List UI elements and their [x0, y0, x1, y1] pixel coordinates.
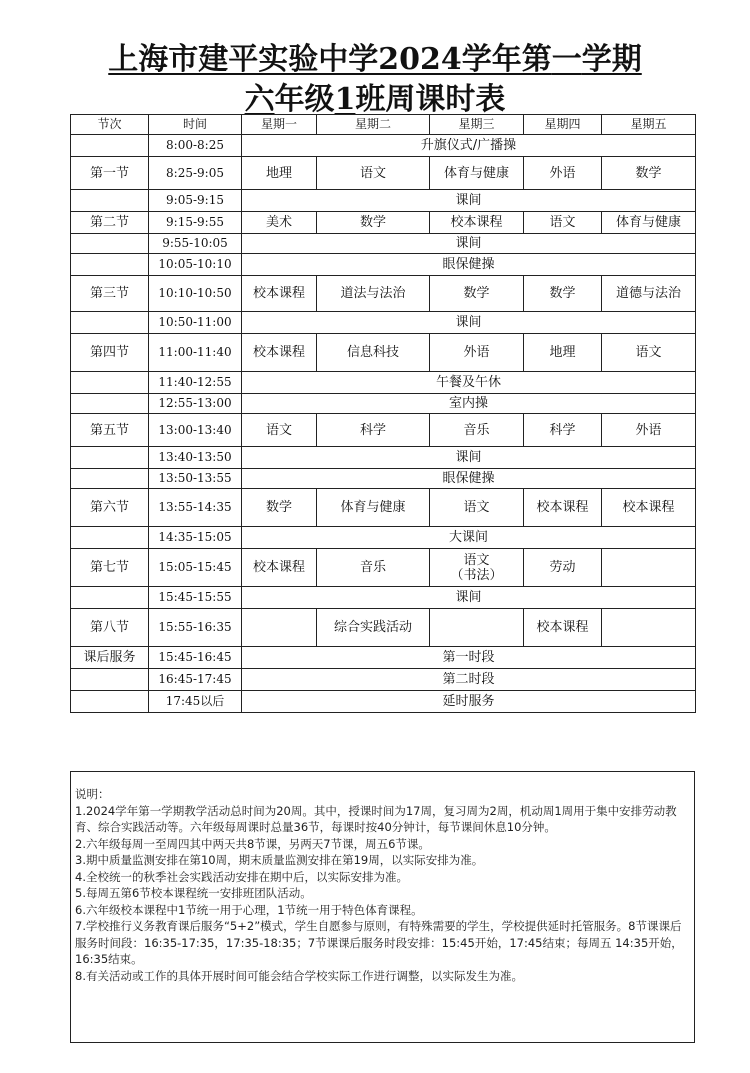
subject-cell: 校本课程	[242, 276, 317, 312]
table-row	[71, 276, 696, 312]
subject-cell: 信息科技	[317, 334, 430, 372]
activity-span-cell: 课间	[242, 312, 696, 334]
title-suffix: 学期	[581, 42, 642, 77]
subject-cell: 数学	[242, 489, 317, 527]
subject-cell	[242, 609, 317, 647]
table-row	[71, 469, 696, 489]
time-cell: 10:50-11:00	[149, 312, 242, 334]
table-row	[71, 234, 696, 254]
period-cell	[71, 527, 149, 549]
activity-span-cell: 课间	[242, 447, 696, 469]
time-cell: 12:55-13:00	[149, 394, 242, 414]
subject-cell: 数学	[317, 212, 430, 234]
period-cell	[71, 447, 149, 469]
table-row	[71, 587, 696, 609]
notes-heading: 说明：	[75, 787, 110, 801]
time-cell: 15:55-16:35	[149, 609, 242, 647]
period-cell: 第四节	[71, 334, 149, 372]
note-item: 6.六年级校本课程中1节统一用于心理，1节统一用于特色体育课程。	[75, 902, 423, 917]
table-row	[71, 135, 696, 157]
time-cell: 15:45-15:55	[149, 587, 242, 609]
semester-number: 一	[551, 42, 582, 77]
table-row	[71, 489, 696, 527]
time-cell: 9:05-9:15	[149, 190, 242, 212]
table-row	[71, 190, 696, 212]
period-cell	[71, 135, 149, 157]
column-header: 节次	[71, 115, 149, 135]
subject-cell: 数学	[602, 157, 696, 190]
activity-span-cell: 第一时段	[242, 647, 696, 669]
page-title-line1	[0, 34, 750, 78]
period-cell: 第五节	[71, 414, 149, 447]
subject-cell: 综合实践活动	[317, 609, 430, 647]
table-row	[71, 212, 696, 234]
table-row	[71, 334, 696, 372]
activity-span-cell: 课间	[242, 587, 696, 609]
note-item: 4.全校统一的秋季社会实践活动安排在期中后，以实际安排为准。	[75, 869, 408, 884]
note-item: 2.六年级每周一至周四其中两天共8节课，另两天7节课，周五6节课。	[75, 836, 430, 851]
subject-cell: 科学	[524, 414, 602, 447]
timetable	[70, 114, 696, 713]
time-cell: 8:00-8:25	[149, 135, 242, 157]
period-cell	[71, 394, 149, 414]
subject-cell: 校本课程	[524, 489, 602, 527]
period-cell	[71, 669, 149, 691]
subject-cell: 数学	[430, 276, 524, 312]
period-cell	[71, 190, 149, 212]
period-cell	[71, 469, 149, 489]
notes-list	[75, 803, 690, 985]
time-cell: 13:55-14:35	[149, 489, 242, 527]
activity-span-cell: 课间	[242, 234, 696, 254]
grade-label: 年级	[274, 82, 335, 117]
subject-cell: 外语	[524, 157, 602, 190]
table-row	[71, 669, 696, 691]
note-item: 1.2024学年第一学期教学活动总时间为20周。其中，授课时间为17周，复习周为2周，机动周1周用于集中安排劳动教育、综合实践活动等。六年级每周课时总量36节，每课时按40分钟计，每节课间休息10分钟。	[75, 803, 677, 834]
subject-cell: 外语	[602, 414, 696, 447]
notes-section	[70, 771, 695, 1043]
subject-cell: 道德与法治	[602, 276, 696, 312]
subject-cell: 地理	[242, 157, 317, 190]
subject-cell: 语文	[524, 212, 602, 234]
time-cell: 17:45以后	[149, 691, 242, 713]
subject-cell	[430, 609, 524, 647]
time-cell: 13:50-13:55	[149, 469, 242, 489]
period-cell: 第一节	[71, 157, 149, 190]
table-row	[71, 312, 696, 334]
time-cell: 11:40-12:55	[149, 372, 242, 394]
activity-span-cell: 室内操	[242, 394, 696, 414]
table-row	[71, 609, 696, 647]
note-item: 3.期中质量监测安排在第10周，期末质量监测安排在第19周，以实际安排为准。	[75, 853, 484, 867]
table-row	[71, 647, 696, 669]
title-suffix-2: 班周课时表	[355, 82, 506, 117]
grade-number: 六	[244, 82, 275, 117]
page-title-line2	[0, 74, 750, 118]
subject-cell: 语文	[242, 414, 317, 447]
subject-cell: 地理	[524, 334, 602, 372]
time-cell: 16:45-17:45	[149, 669, 242, 691]
subject-cell: 体育与健康	[602, 212, 696, 234]
period-cell: 第三节	[71, 276, 149, 312]
header-row	[71, 115, 696, 135]
subject-cell: 校本课程	[242, 334, 317, 372]
table-row	[71, 157, 696, 190]
period-cell: 课后服务	[71, 647, 149, 669]
note-item: 8.有关活动或工作的具体开展时间可能会结合学校实际工作进行调整，以实际发生为准。	[75, 968, 523, 983]
time-cell: 15:05-15:45	[149, 549, 242, 587]
subject-cell: 校本课程	[524, 609, 602, 647]
time-cell: 15:45-16:45	[149, 647, 242, 669]
subject-cell: 道法与法治	[317, 276, 430, 312]
note-item: 7.学校推行义务教育课后服务“5+2”模式，学生自愿参与原则，有特殊需要的学生，学校提供延时托管服务。8节课课后服务时间段：16:35-17:35，17:35-18:35；7节课课后服务时段安排：15:45开始，17:45结束；每周五 14:35开始，16:35结束。	[75, 919, 683, 966]
column-header: 星期五	[602, 115, 696, 135]
title-prefix: 上海市建平实验中学2024学年第	[108, 42, 552, 77]
subject-cell: 美术	[242, 212, 317, 234]
subject-cell: 外语	[430, 334, 524, 372]
table-row	[71, 372, 696, 394]
time-cell: 9:15-9:55	[149, 212, 242, 234]
table-row	[71, 414, 696, 447]
subject-cell: 语文	[430, 489, 524, 527]
time-cell: 13:40-13:50	[149, 447, 242, 469]
table-row	[71, 394, 696, 414]
table-row	[71, 691, 696, 713]
note-item: 5.每周五第6节校本课程统一安排班团队活动。	[75, 886, 312, 900]
table-row	[71, 254, 696, 276]
column-header: 星期四	[524, 115, 602, 135]
activity-span-cell: 眼保健操	[242, 254, 696, 276]
time-cell: 8:25-9:05	[149, 157, 242, 190]
activity-span-cell: 第二时段	[242, 669, 696, 691]
subject-cell: 语文 （书法）	[430, 549, 524, 587]
subject-cell: 音乐	[317, 549, 430, 587]
activity-span-cell: 课间	[242, 190, 696, 212]
subject-cell: 劳动	[524, 549, 602, 587]
time-cell: 13:00-13:40	[149, 414, 242, 447]
time-cell: 11:00-11:40	[149, 334, 242, 372]
time-cell: 14:35-15:05	[149, 527, 242, 549]
column-header: 星期一	[242, 115, 317, 135]
activity-span-cell: 大课间	[242, 527, 696, 549]
period-cell	[71, 587, 149, 609]
subject-cell: 体育与健康	[317, 489, 430, 527]
subject-cell: 音乐	[430, 414, 524, 447]
table-row	[71, 447, 696, 469]
class-number: 1	[334, 82, 356, 117]
time-cell: 10:05-10:10	[149, 254, 242, 276]
activity-span-cell: 午餐及午休	[242, 372, 696, 394]
period-cell: 第二节	[71, 212, 149, 234]
subject-cell: 校本课程	[242, 549, 317, 587]
subject-cell: 数学	[524, 276, 602, 312]
time-cell: 10:10-10:50	[149, 276, 242, 312]
activity-span-cell: 升旗仪式/广播操	[242, 135, 696, 157]
column-header: 星期二	[317, 115, 430, 135]
subject-cell: 语文	[602, 334, 696, 372]
column-header: 星期三	[430, 115, 524, 135]
column-header: 时间	[149, 115, 242, 135]
activity-span-cell: 延时服务	[242, 691, 696, 713]
subject-cell: 体育与健康	[430, 157, 524, 190]
subject-cell	[602, 609, 696, 647]
period-cell	[71, 691, 149, 713]
period-cell	[71, 372, 149, 394]
time-cell: 9:55-10:05	[149, 234, 242, 254]
table-row	[71, 527, 696, 549]
table-row	[71, 549, 696, 587]
subject-cell: 语文	[317, 157, 430, 190]
subject-cell: 科学	[317, 414, 430, 447]
period-cell	[71, 254, 149, 276]
period-cell: 第七节	[71, 549, 149, 587]
period-cell	[71, 234, 149, 254]
activity-span-cell: 眼保健操	[242, 469, 696, 489]
period-cell: 第八节	[71, 609, 149, 647]
subject-cell: 校本课程	[430, 212, 524, 234]
subject-cell: 校本课程	[602, 489, 696, 527]
period-cell	[71, 312, 149, 334]
period-cell: 第六节	[71, 489, 149, 527]
subject-cell	[602, 549, 696, 587]
